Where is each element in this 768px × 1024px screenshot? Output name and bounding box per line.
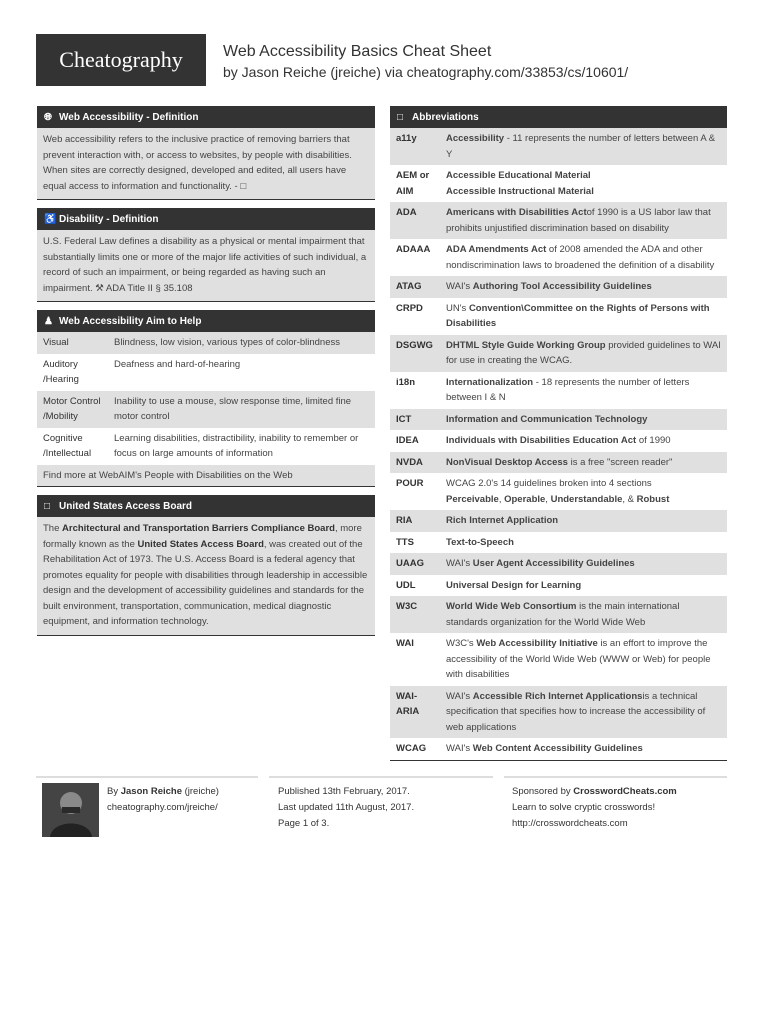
link-icon[interactable]: □ [240,180,247,192]
definition-term: Accessible Rich Internet Applications [472,690,643,702]
definition-text: WAI's [446,558,473,569]
abbreviation-definition [440,553,727,575]
author-photo-icon [42,783,99,837]
definition-term: World Wide Web Consortium [446,601,577,612]
author-by: By [107,786,121,797]
table-row [390,202,727,239]
board-bold: Architectural and Transportation Barriers Compliance Board [62,523,335,534]
abbreviation-definition [440,430,727,452]
aim-category: Auditory /Hearing [37,354,108,391]
abbreviation-definition [440,452,727,474]
wheelchair-icon: ♿ [44,213,57,225]
definition-term: ADA Amendments Act [446,244,547,255]
definition-term: DHTML Style Guide Working Group [446,339,606,351]
abbreviations-box [390,106,727,760]
aim-table [37,332,375,486]
abbreviation-term: TTS [390,532,440,554]
author-info [107,784,219,816]
abbreviation-definition [440,510,727,532]
table-row [390,372,727,409]
people-icon: ♟ [44,315,53,327]
board-header [37,495,375,517]
abbreviation-definition [440,575,727,597]
table-row [37,354,375,391]
definition-term: Web Accessibility Initiative [476,638,598,649]
abbreviation-definition [440,335,727,372]
pour-principle: Operable [504,493,546,505]
footer-divider [36,776,258,778]
definition-text: - 18 represents the number of letters between I & N [446,376,690,403]
board-title: United States Access Board [59,500,193,512]
abbreviation-term: ADA [390,202,440,239]
pour-separator: , & [622,493,637,505]
aim-header [37,310,375,332]
definition-header [37,106,375,128]
table-row [390,510,727,532]
definition-text: is a free "screen reader" [567,456,673,468]
definition-term: Accessible Educational Material [446,170,591,181]
definition-text: is the main international standards organization for the World Wide Web [446,601,680,628]
sponsor-name[interactable]: CrosswordCheats.com [573,786,677,797]
abbreviations-table [390,128,727,760]
author-handle: (jreiche) [181,786,219,797]
table-row [37,332,375,354]
updated-date: Last updated 11th August, 2017. [278,802,415,813]
sponsor-tagline: Learn to solve cryptic crosswords! [512,802,656,813]
page-number: Page 1 of 3. [278,818,330,829]
table-row [390,738,727,760]
board-body [37,517,375,635]
disability-title: Disability - Definition [59,213,159,225]
aim-category: Visual [37,332,108,354]
definition-term: User Agent Accessibility Guidelines [472,558,635,569]
definition-box [37,106,375,199]
abbreviation-term: WAI-ARIA [390,686,440,739]
table-row [390,128,727,165]
abbreviation-term: a11y [390,128,440,165]
definition-text: WAI's [446,743,473,754]
table-row [390,165,727,202]
table-row [37,391,375,428]
abbreviation-term: WAI [390,633,440,686]
page-title: Web Accessibility Basics Cheat Sheet [223,43,492,60]
abbreviations-title: Abbreviations [412,111,479,123]
abbreviation-term: AEM or AIM [390,165,440,202]
table-row [390,239,727,276]
definition-term: Information and Communication Technology [446,413,648,425]
table-row [390,575,727,597]
table-row [390,335,727,372]
page-footer [36,776,727,836]
definition-term: Convention\Committee on the Rights of Persons with Disabilities [446,302,710,329]
aim-description: Inability to use a mouse, slow response time, limited fine motor control [108,391,375,428]
abbreviation-term: WCAG [390,738,440,760]
definition-term: Internationalization [446,376,534,388]
abbreviation-definition [440,239,727,276]
board-text: The [43,523,63,534]
pour-separator: , [498,493,505,505]
definition-term: Web Content Accessibility Guidelines [472,743,643,754]
definition-text: is an effort to improve the accessibility of the World Wide Web (WWW or Web) for people with disabilities [446,638,711,680]
definition-term: Americans with Disabilities Act [446,207,587,218]
table-row [390,553,727,575]
board-bold: United States Access Board [137,538,264,550]
avatar [42,783,99,837]
globe-icon: 🌐︎ [44,111,52,123]
pour-principle: Robust [636,493,670,505]
aim-footer-link[interactable]: Find more at WebAIM's People with Disabilities on the Web [37,465,375,487]
definition-text: of 2008 amended the ADA and other nondiscrimination laws to broadened the definition of a disability [446,244,715,271]
aim-title: Web Accessibility Aim to Help [59,315,202,327]
page-subtitle: by Jason Reiche (jreiche) via cheatography.com/33853/cs/10601/ [223,64,629,80]
table-row [390,430,727,452]
definition-term: Accessibility [446,133,505,144]
table-row [390,452,727,474]
author-url[interactable]: cheatography.com/jreiche/ [107,802,218,813]
disability-header [37,208,375,230]
abbreviation-term: NVDA [390,452,440,474]
table-row [37,428,375,465]
abbreviation-term: ATAG [390,276,440,298]
sponsor-info [512,784,677,832]
definition-text: - 11 represents the number of letters between A & Y [446,133,716,160]
abbreviation-definition [440,298,727,335]
abbreviation-definition [440,276,727,298]
aim-description: Learning disabilities, distractibility, inability to remember or focus on large amounts of information [108,428,375,465]
sponsor-url[interactable]: http://crosswordcheats.com [512,818,628,829]
disability-body [37,230,375,301]
published-date: Published 13th February, 2017. [278,786,410,797]
aim-category: Cognitive /Intellectual [37,428,108,465]
table-row [390,276,727,298]
disability-text: U.S. Federal Law defines a disability as a physical or mental impairment that substantially limits one or more of the major life activities of such individual, a record of such an impairment, or being regarded as having such an impairment. [43,236,367,294]
abbreviations-header [390,106,727,128]
abbreviation-term: UDL [390,575,440,597]
abbreviation-definition [440,202,727,239]
sponsor-prefix: Sponsored by [512,786,574,797]
abbreviation-term: i18n [390,372,440,409]
abbreviation-term: POUR [390,473,440,510]
board-box [37,495,375,635]
board-text: , was created out of the Rehabilitation Act of 1973. The U.S. Access Board is a federal agency that promotes equality for people with disabilities through leadership in accessible design and the development of accessibility guidelines and standards for the built environment, transportation, communication, medical diagnostic equipment, and information technology. [43,538,368,627]
aim-category: Motor Control /Mobility [37,391,108,428]
disability-reference: ADA Title II § 35.108 [105,282,193,294]
table-row [390,409,727,431]
table-row [390,532,727,554]
pour-principle: Perceivable [446,493,499,505]
abbreviation-definition [440,596,727,633]
definition-text: UN's [446,302,469,314]
footer-divider [504,776,727,778]
abbreviation-term: IDEA [390,430,440,452]
aim-box [37,310,375,486]
definition-text: WAI's [446,281,473,292]
dictionary-icon: □ [397,111,404,123]
author-name[interactable]: Jason Reiche [120,786,182,797]
definition-term: Universal Design for Learning [446,579,582,591]
table-row [390,298,727,335]
abbreviation-definition [440,372,727,409]
definition-term: NonVisual Desktop Access [446,456,568,468]
abbreviation-term: RIA [390,510,440,532]
board-text: , more formally known as the [43,523,362,550]
abbreviation-term: W3C [390,596,440,633]
definition-body [37,128,375,199]
definition-term: Authoring Tool Accessibility Guidelines [472,281,652,292]
building-icon: □ [44,500,51,512]
table-row [390,596,727,633]
definition-text: WCAG 2.0's 14 guidelines broken into 4 sections [446,478,652,489]
abbreviation-term: CRPD [390,298,440,335]
cheatography-logo[interactable]: Cheatography [36,34,206,86]
definition-text: of 1990 [636,435,671,446]
gavel-icon: ⚒ [95,282,104,294]
pour-separator: , [545,493,551,505]
pour-principle: Understandable [550,493,623,505]
table-row [390,633,727,686]
abbreviation-term: DSGWG [390,335,440,372]
abbreviation-term: ICT [390,409,440,431]
aim-description: Blindness, low vision, various types of color-blindness [108,332,375,354]
right-column [390,106,727,769]
abbreviation-definition [440,686,727,739]
left-column [37,106,375,644]
abbreviation-term: ADAAA [390,239,440,276]
abbreviation-term: UAAG [390,553,440,575]
disability-box [37,208,375,301]
abbreviation-definition [440,532,727,554]
definition-term: Rich Internet Application [446,515,559,526]
definition-text: of 1990 is a US labor law that prohibits unjustified discrimination based on disability [446,207,711,234]
definition-term: Accessible Instructional Material [446,185,594,197]
publish-info [278,784,414,832]
abbreviation-definition [440,473,727,510]
definition-term: Text-to-Speech [446,536,514,548]
abbreviation-definition [440,128,727,165]
definition-term: Individuals with Disabilities Education Act [446,435,637,446]
definition-title: Web Accessibility - Definition [59,111,199,123]
aim-description: Deafness and hard-of-hearing [108,354,375,391]
abbreviation-definition [440,409,727,431]
definition-text: is a technical specification that specifies how to increase the accessibility of web applications [446,690,706,733]
abbreviation-definition [440,633,727,686]
footer-divider [269,776,493,778]
definition-text: provided guidelines to WAI for use in creating the WCAG. [446,339,721,366]
definition-text: W3C's [446,638,477,649]
table-row [390,473,727,510]
abbreviation-definition [440,165,727,202]
definition-text: WAI's [446,690,473,702]
table-row [37,465,375,487]
definition-text: Web accessibility refers to the inclusive practice of removing barriers that prevent interaction with, or access to websites, by people with disabilities. When sites are correctly designed, developed and edited, all users have equal access to information and functionality. - [43,134,352,192]
table-row [390,686,727,739]
abbreviation-definition [440,738,727,760]
